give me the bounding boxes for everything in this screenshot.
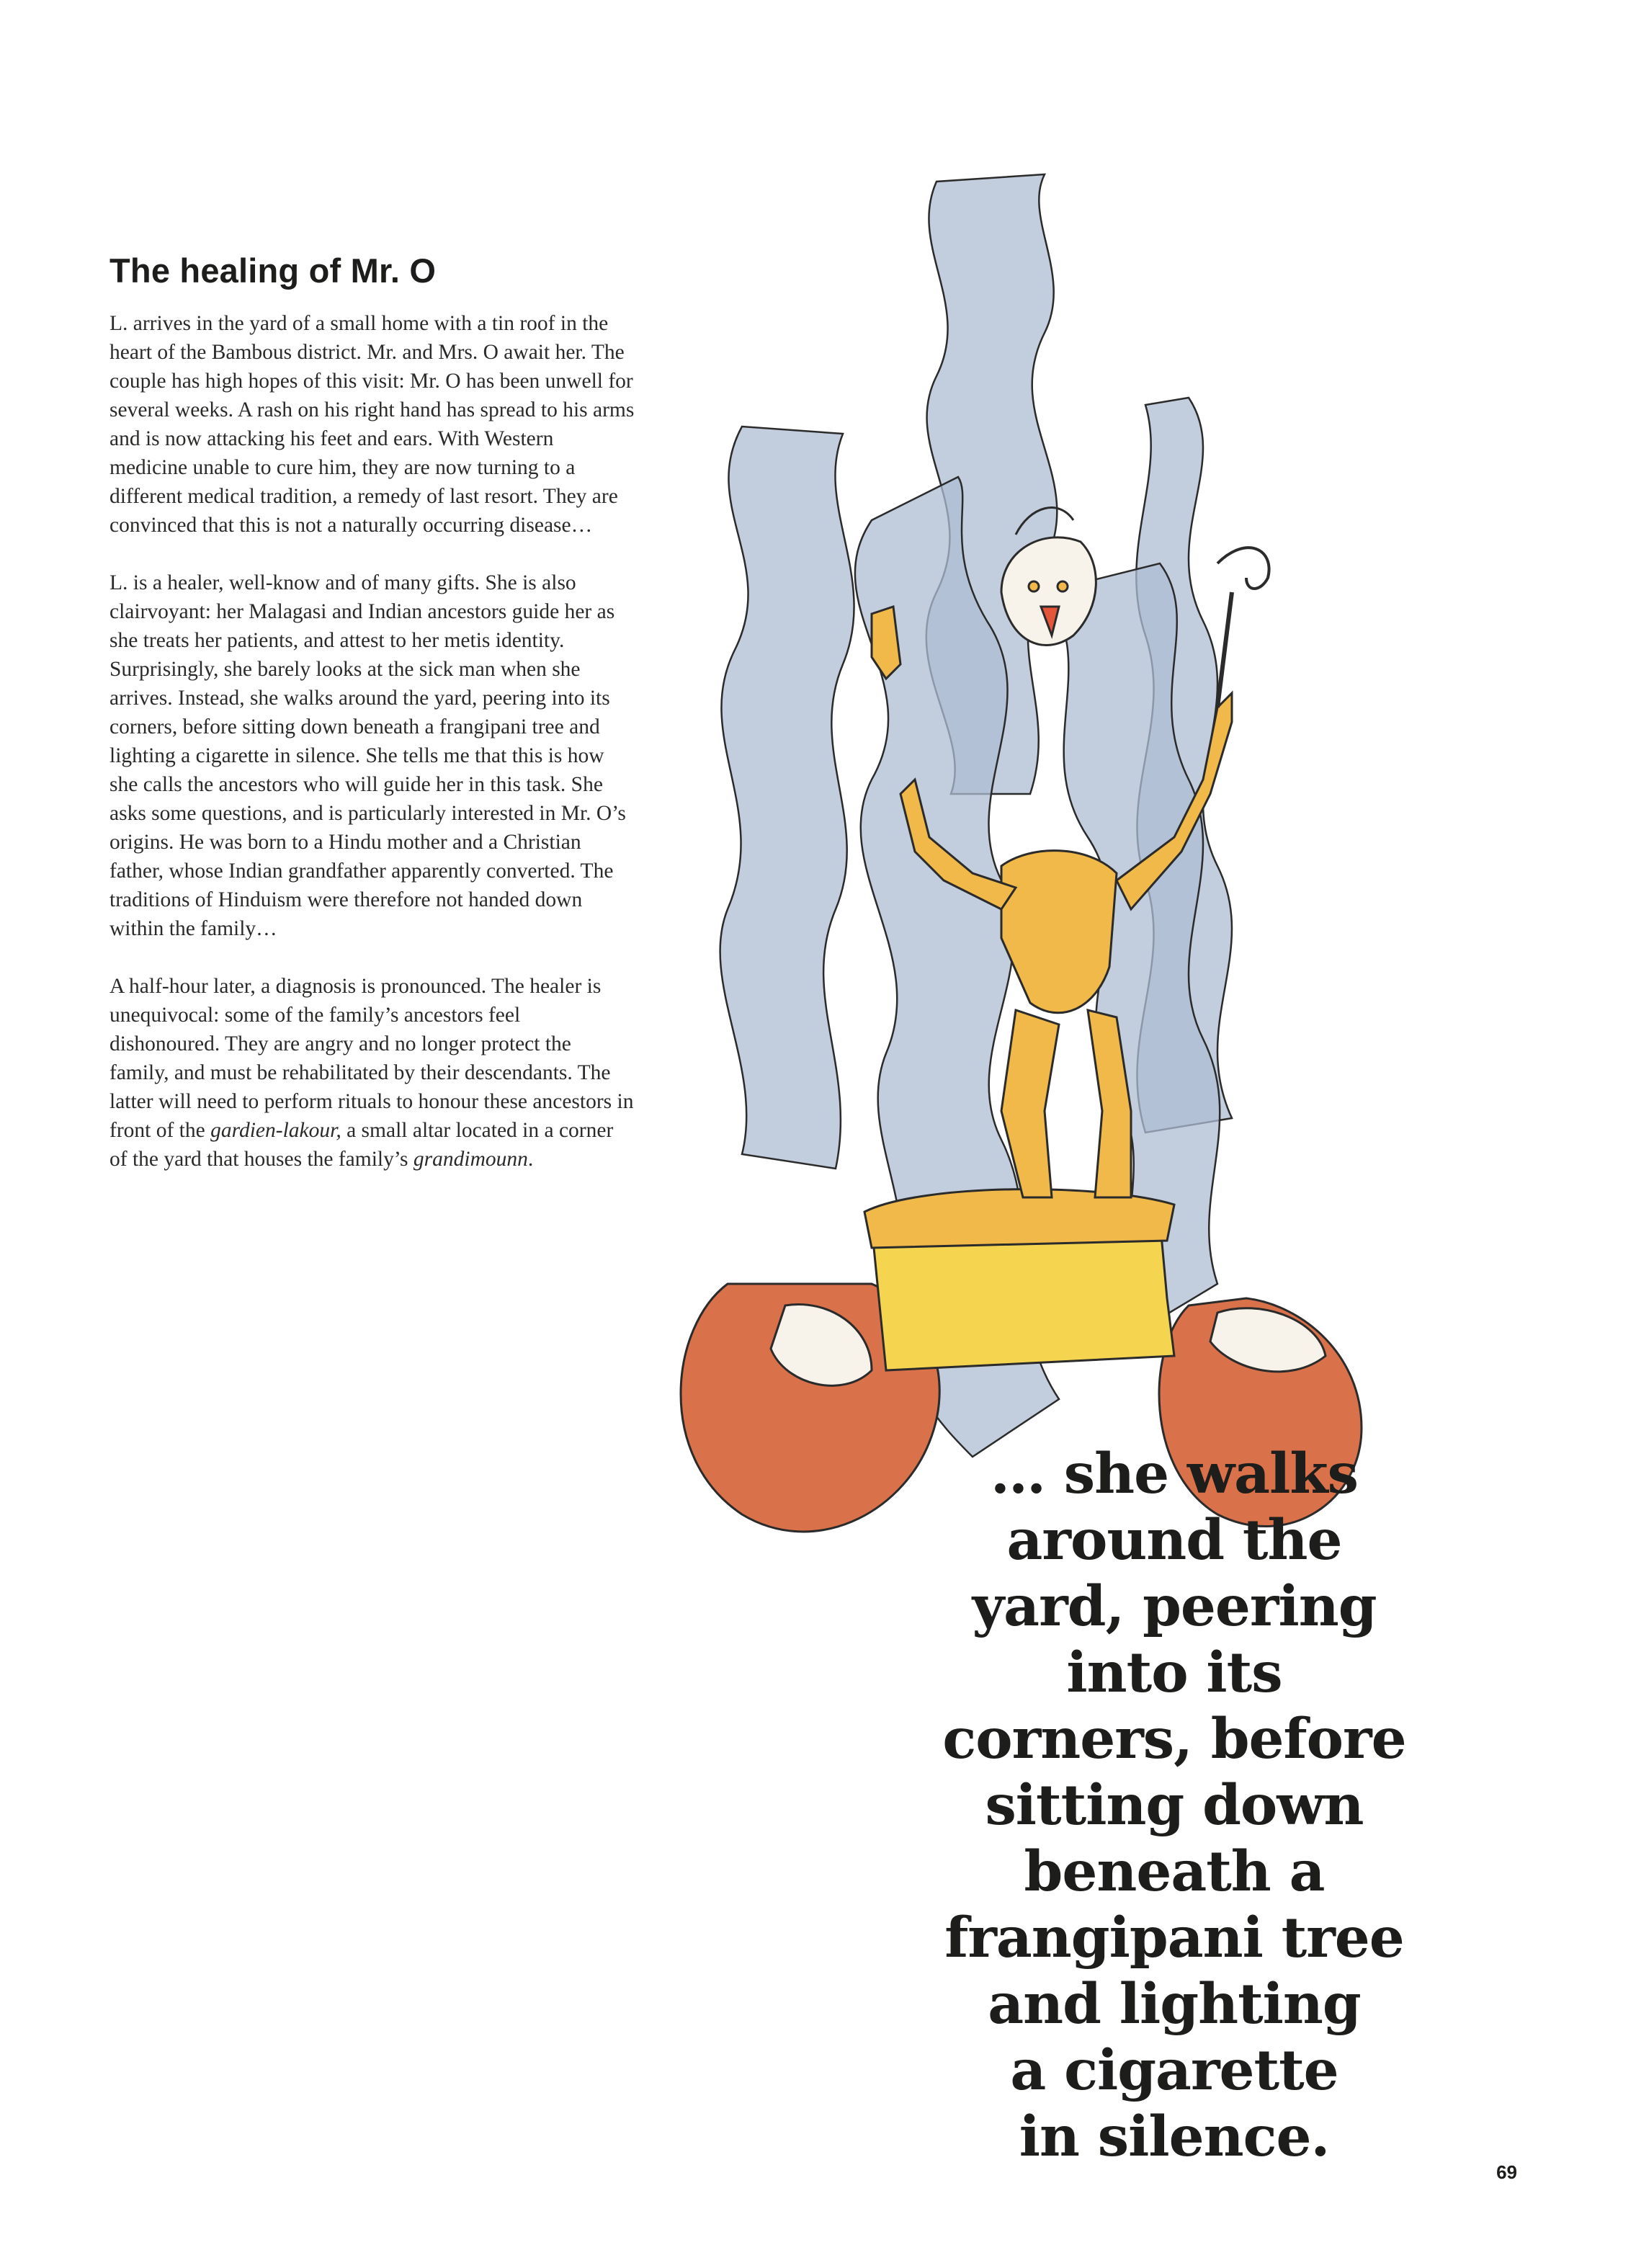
article-paragraph-1: L. arrives in the yard of a small home with a tin roof in the heart of the Bambous district. Mr. and Mrs. O await her. The couple has high hopes of this visit: Mr. O has been unwell for several weeks. A rash on his right hand has spread to his arms and is now attacking his feet and ears. With Western medicine unable to cure him, they are now turning to a different medical tradition, a remedy of last resort. They are convinced that this is not a naturally occurring disease… [109,312,635,537]
paragraph-3-text-a: A half-hour later, a diagnosis is pronounced. The healer is unequivocal: some of the family’s ancestors feel dishonoured. They are angry and no longer protect the family, and must be rehabilitated by their descendants. The latter will need to perform rituals to honour these ancestors in front of the [109,975,634,1142]
pull-quote-line: corners, before [942,1707,1406,1772]
paragraph-3-text-b: a small altar located in a corner of the yard that houses the family’s [109,1119,614,1171]
article-column [109,251,635,1202]
pull-quote-line: and lighting [988,1972,1361,2037]
pull-quote-line: beneath a [1024,1839,1325,1904]
article-paragraph-3 [109,972,635,1174]
page-number: 69 [1496,2161,1517,2183]
deity-illustration [598,160,1376,1565]
pull-quote [828,1441,1520,2170]
article-headline: The healing of Mr. O [109,251,437,290]
article-paragraph-2: L. is a healer, well-know and of many gifts. She is also clairvoyant: her Malagasi and Indian ancestors guide her as she treats her patients, and attest to her metis identity. Surprisingly, she barely looks at the sick man when she arrives. Instead, she walks around the yard, peering into its corners, before sitting down beneath a frangipani tree and lighting a cigarette in silence. She tells me that this is how she calls the ancestors who will guide her in this task. She asks some questions, and is particularly interested in Mr. O’s origins. He was born to a Hindu mother and a Christian father, whose Indian grandfather apparently converted. The traditions of Hinduism were therefore not handed down within the family… [109,571,626,940]
term-gardien-lakour: gardien-lakour, [210,1119,341,1142]
pull-quote-line: a cigarette [1010,2038,1338,2103]
pull-quote-line: into its [1066,1640,1282,1705]
pull-quote-line: in silence. [1019,2104,1330,2169]
paragraph-3-text-c: . [527,1148,534,1171]
pull-quote-line: sitting down [985,1773,1364,1838]
altar-pedestal [864,1189,1174,1370]
pull-quote-line: frangipani tree [944,1906,1404,1970]
pull-quote-line: around the [1006,1508,1342,1573]
pull-quote-line: … she walks [990,1442,1359,1506]
pull-quote-line: yard, peering [972,1574,1377,1639]
term-grandimounn: grandimounn [413,1148,528,1171]
